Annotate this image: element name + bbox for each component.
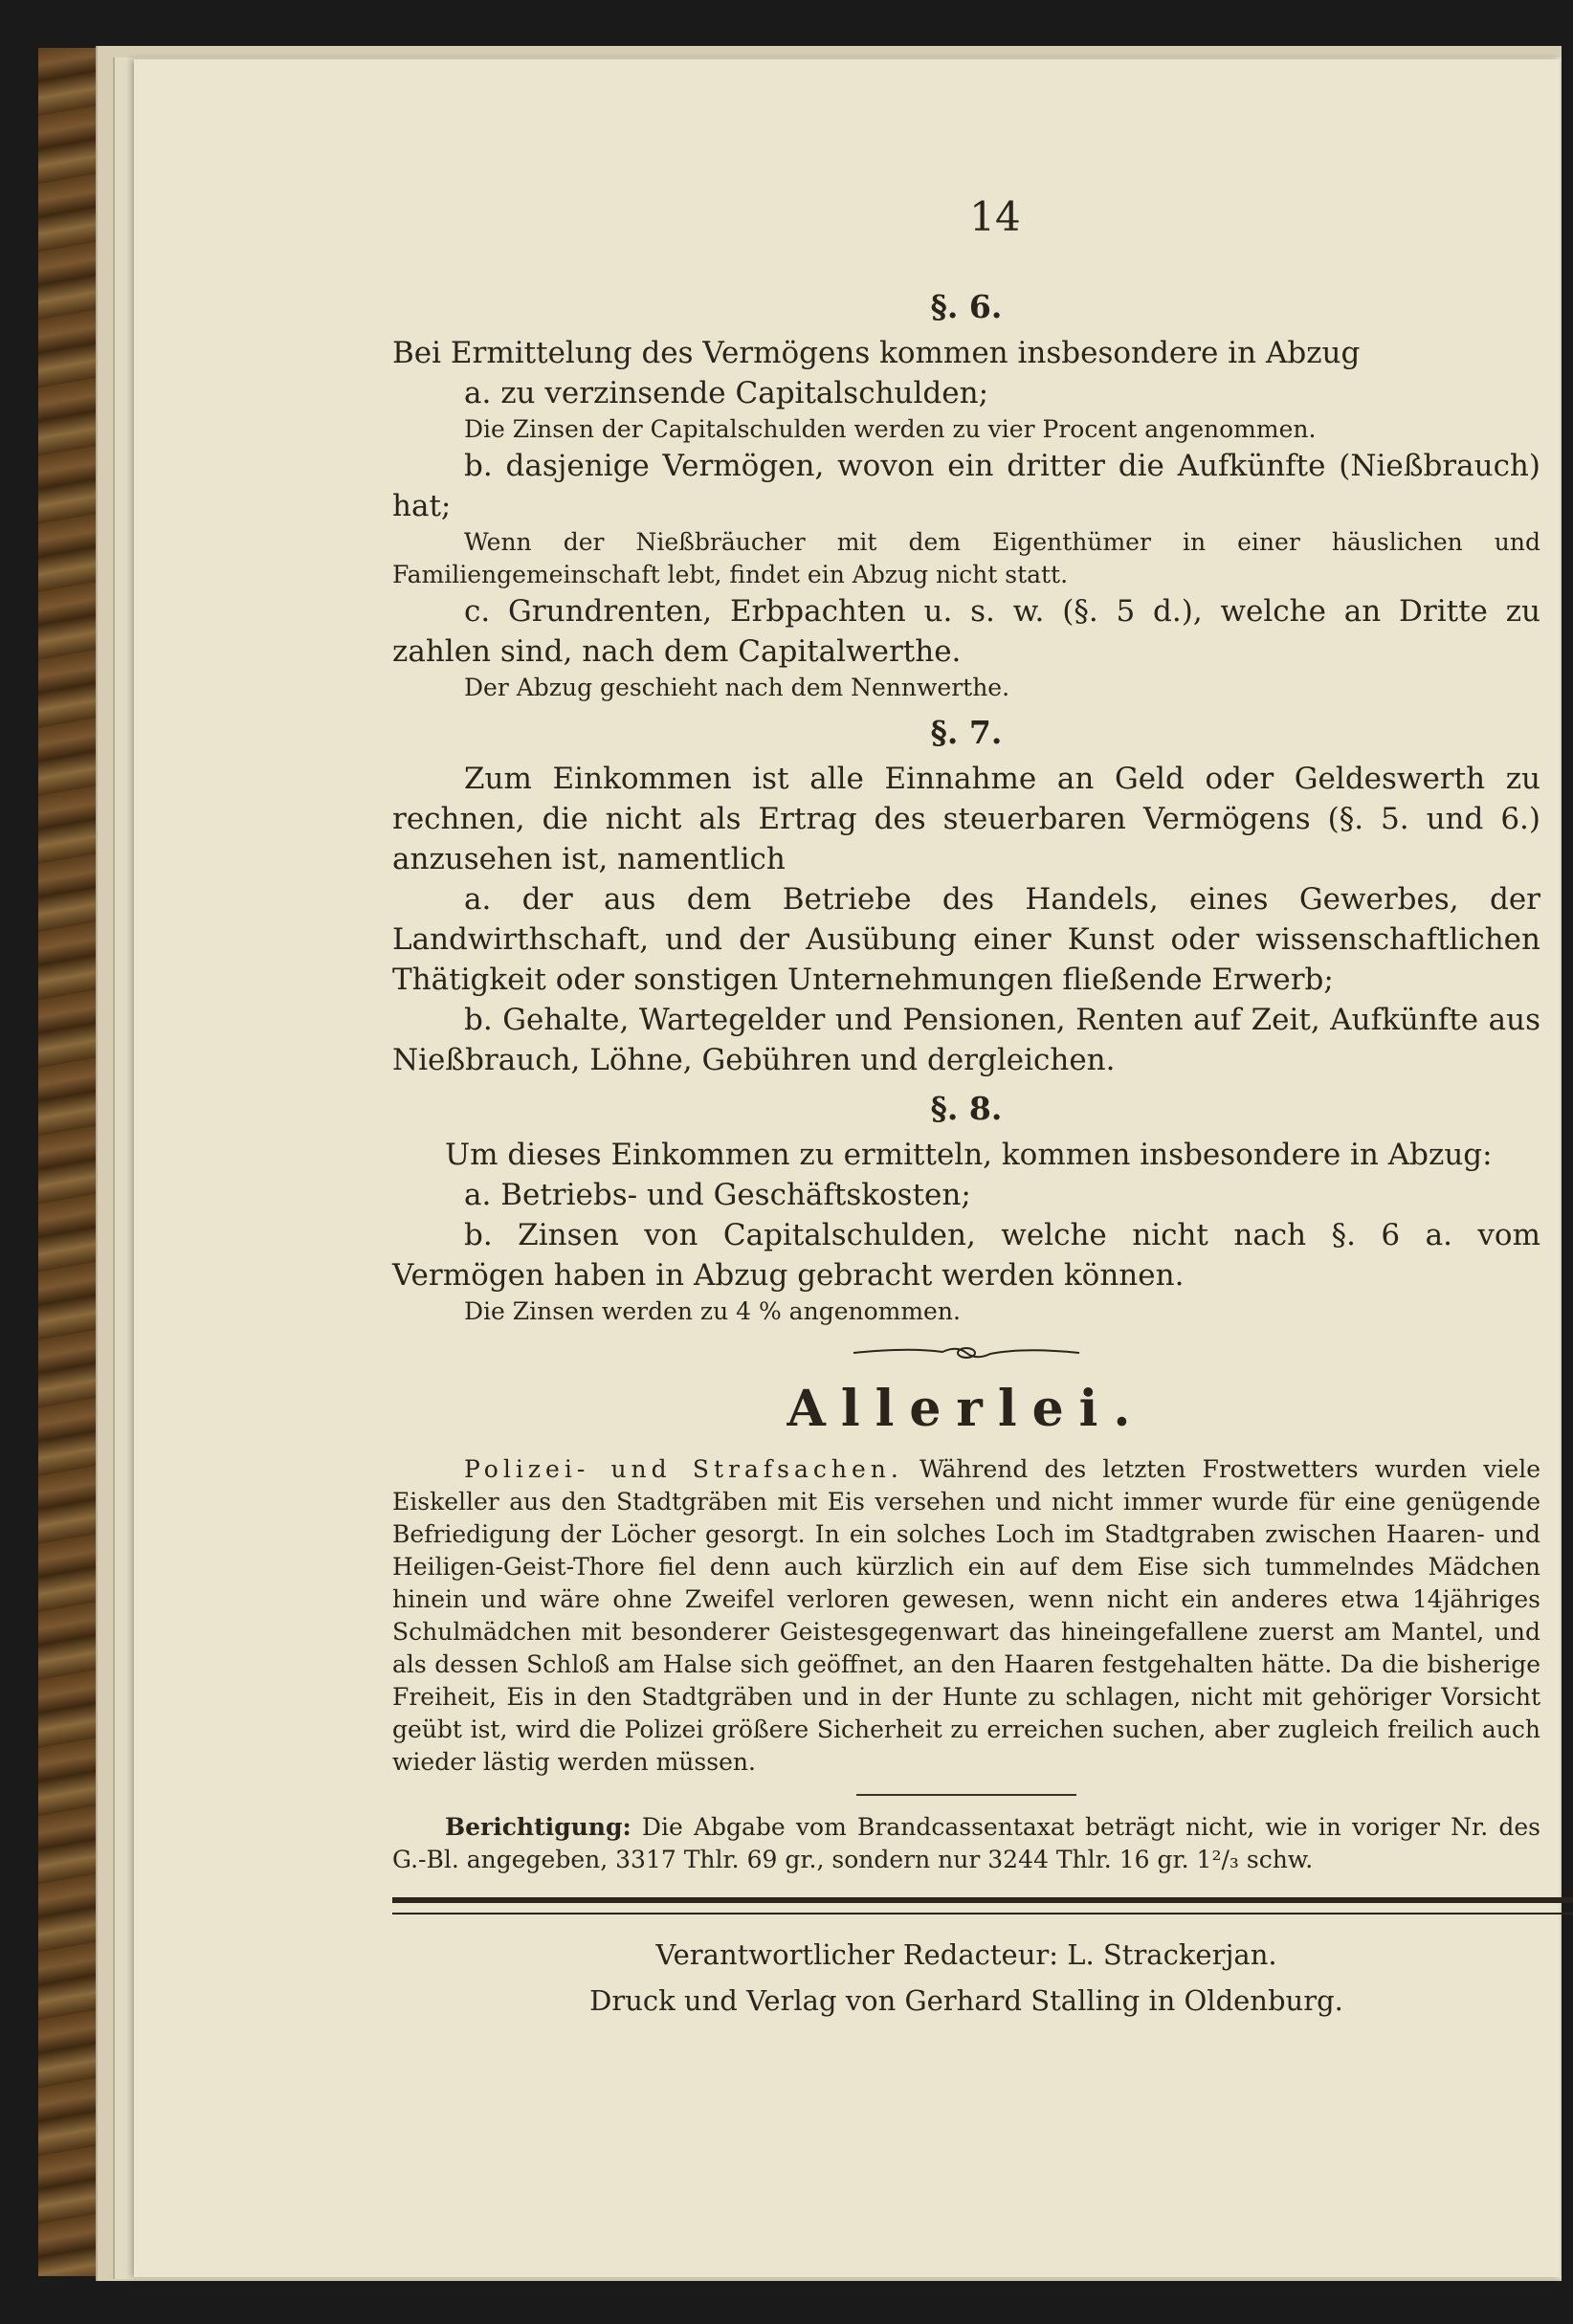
section-7-item-a: a. der aus dem Betriebe des Handels, eines Gewerbes, der Landwirthschaft, und der Ausübung einer Kunst oder wissenschaftlichen Thätigkeit oder sonstigen Unternehmungen fließende Erwerb; [392,882,1540,997]
section-7-heading: §. 7. [930,714,1003,751]
berichtigung-lead: Berichtigung: [445,1813,631,1841]
allerlei-body: Während des letzten Frostwetters wurden viele Eiskeller aus den Stadtgräben mit Eis versehen und nicht immer wurde für eine genügende Befriedigung der Löcher gesorgt. In ein solches Loch im Stadtgraben zwischen Haaren- und Heiligen-Geist-Thore fiel denn auch kürzlich ein auf dem Eise sich tummelndes Mädchen hinein und wäre ohne Zweifel verloren gewesen, wenn nicht ein anderes etwa 14jähriges Schulmädchen mit besonderer Geistesgegenwart das hineingefallene zuerst am Mantel, und als dessen Schloß am Halse sich geöffnet, an den Haaren festgehalten hätte. Da die bisherige Freiheit, Eis in den Stadtgräben und in der Hunte zu schlagen, nicht mit gehöriger Vorsicht geübt ist, wird die Polizei größere Sicherheit zu erreichen suchen, aber zugleich freilich auch wieder lästig werden müssen. [392,1455,1540,1776]
section-8-item-a: a. Betriebs- und Geschäftskosten; [464,1178,971,1212]
allerlei-heading: Allerlei. [786,1380,1146,1438]
page-number: 14 [969,193,1021,240]
footer-editor: Verantwortlicher Redacteur: L. Strackerjan. [655,1938,1277,1971]
section-7-intro: Zum Einkommen ist alle Einnahme an Geld oder Geldeswerth zu rechnen, die nicht als Ertrag des steuerbaren Vermögens (§. 5. und 6.) anzusehen ist, namentlich [392,762,1540,876]
section-6-intro: Bei Ermittelung des Vermögens kommen insbesondere in Abzug [392,336,1361,370]
section-6-item-c-note: Der Abzug geschieht nach dem Nennwerthe. [464,674,1010,701]
section-8-intro: Um dieses Einkommen zu ermitteln, kommen insbesondere in Abzug: [445,1138,1493,1172]
book-page [134,59,1560,2277]
section-6-item-a-note: Die Zinsen der Capitalschulden werden zu vier Procent angenommen. [464,415,1317,443]
section-6-item-b-note: Wenn der Nießbräucher mit dem Eigenthümer in einer häuslichen und Familiengemeinschaft lebt, findet ein Abzug nicht statt. [392,528,1540,588]
page-content [392,193,1540,2024]
berichtigung-text [392,1811,1540,1876]
allerlei-text [392,1453,1540,1779]
section-6-item-c: c. Grundrenten, Erbpachten u. s. w. (§. 5 d.), welche an Dritte zu zahlen sind, nach dem Capitalwerthe. [392,594,1540,669]
double-rule [392,1897,1573,1915]
section-8-item-b-note: Die Zinsen werden zu 4 % angenommen. [464,1297,961,1325]
section-8-item-b: b. Zinsen von Capitalschulden, welche nicht nach §. 6 a. vom Vermögen haben in Abzug gebracht werden können. [392,1218,1540,1293]
footer-printer: Druck und Verlag von Gerhard Stalling in Oldenburg. [589,1984,1343,2017]
section-6-item-b: b. dasjenige Vermögen, wovon ein dritter die Aufkünfte (Nießbrauch) hat; [392,449,1540,523]
section-7-item-b: b. Gehalte, Wartegelder und Pensionen, Renten auf Zeit, Aufkünfte aus Nießbrauch, Löhne, Gebühren und dergleichen. [392,1003,1540,1077]
berichtigung-body: Die Abgabe vom Brandcassentaxat beträgt nicht, wie in voriger Nr. des G.-Bl. angegeben, 3317 Thlr. 69 gr., sondern nur 3244 Thlr. 16 gr. 1²/₃ schw. [392,1813,1541,1873]
section-6-heading: §. 6. [930,288,1003,325]
section-6-item-a: a. zu verzinsende Capitalschulden; [464,376,989,410]
section-8-heading: §. 8. [930,1090,1003,1127]
allerlei-lead: Polizei- und Strafsachen. [464,1455,903,1483]
short-rule [856,1794,1076,1796]
ornament-divider [852,1341,1081,1364]
